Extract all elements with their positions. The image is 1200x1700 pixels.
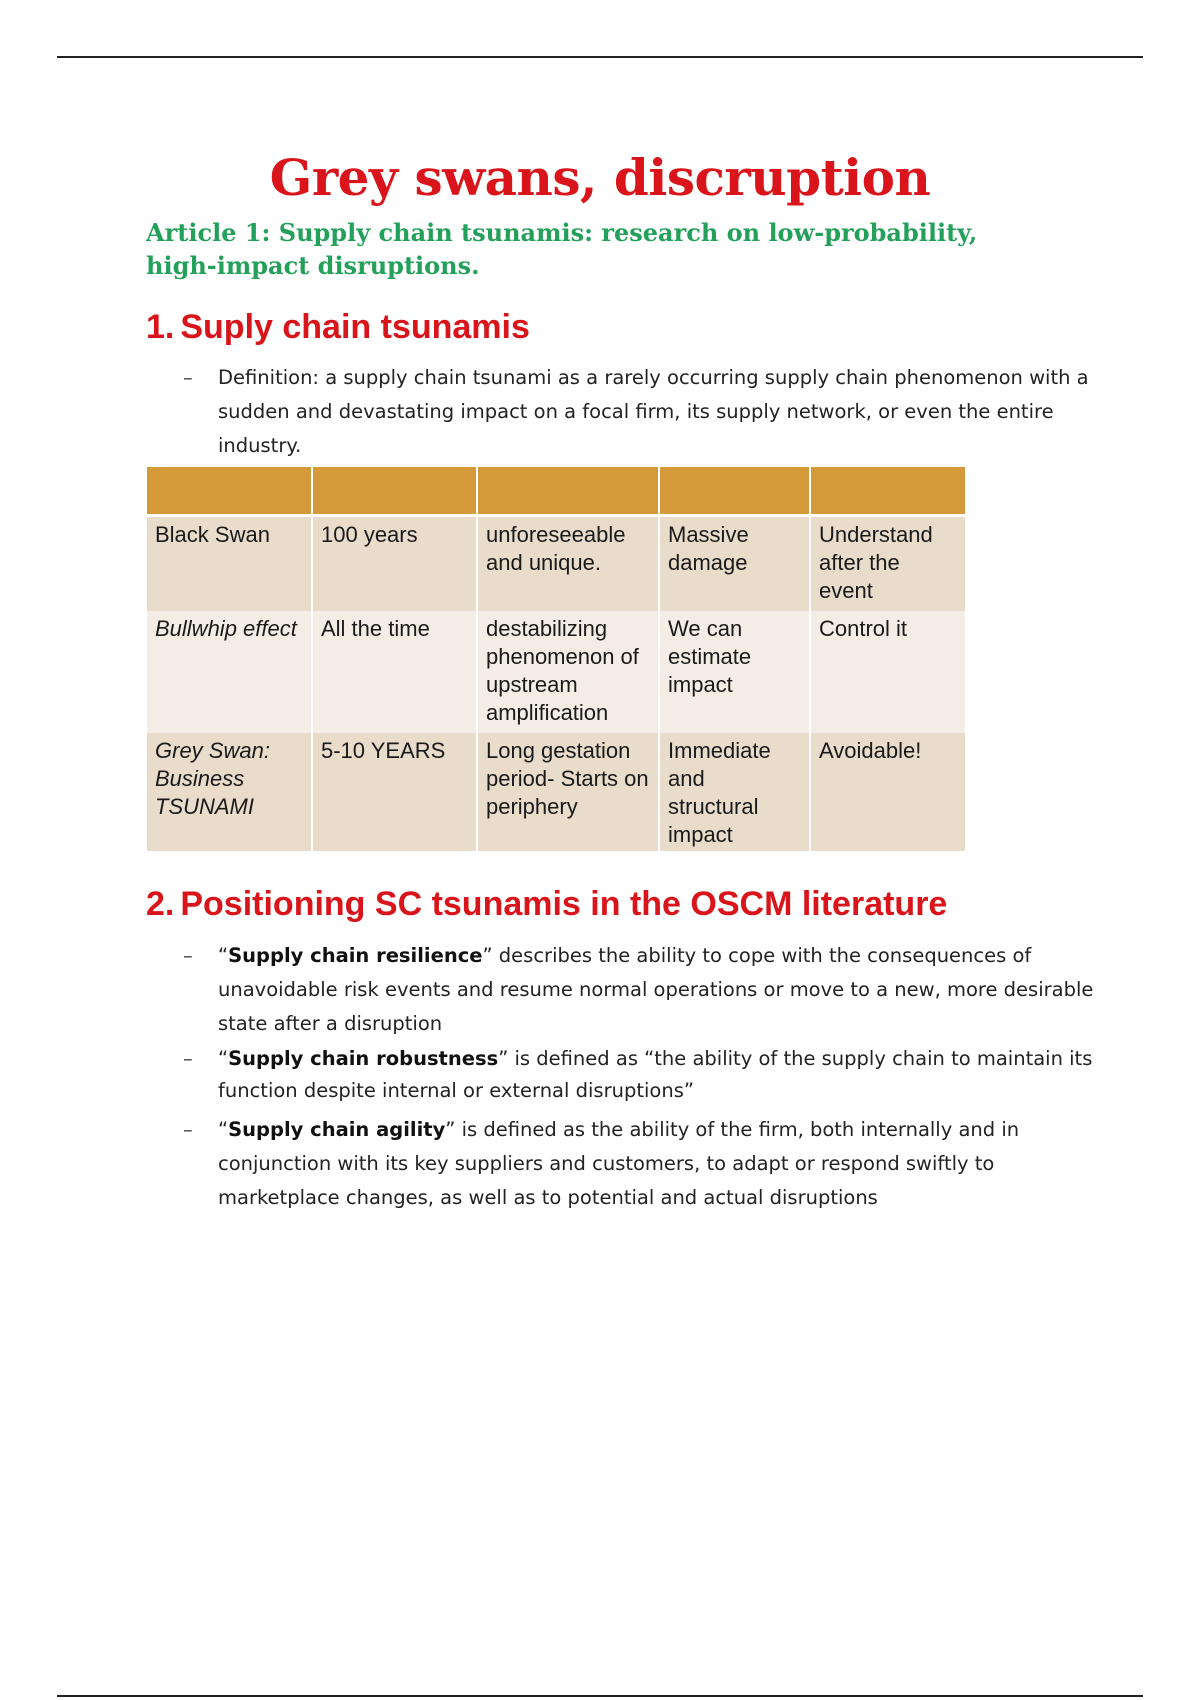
term-agility: Supply chain agility xyxy=(228,1118,446,1141)
bottom-rule xyxy=(57,1695,1143,1697)
table-row-grey-swan xyxy=(146,733,966,851)
table-cell: Control it xyxy=(810,611,966,733)
swan-comparison-table xyxy=(145,467,967,851)
table-cell: Grey Swan: Business TSUNAMI xyxy=(146,733,312,851)
section-2-number: 2. xyxy=(146,885,175,923)
section-2-title: Positioning SC tsunamis in the OSCM literature xyxy=(180,885,948,923)
bullet-dash: – xyxy=(183,366,193,389)
table-cell: We can estimate impact xyxy=(659,611,810,733)
table-header-cell xyxy=(810,467,966,516)
table-row-black-swan xyxy=(146,516,966,612)
table-header-cell xyxy=(659,467,810,516)
table-cell: 100 years xyxy=(312,516,477,612)
definition-bullet xyxy=(183,361,1098,463)
definition-text: Definition: a supply chain tsunami as a rarely occurring supply chain phenomenon with a sudden and devastating impact on a focal firm, its supply network, or even the entire industry. xyxy=(218,366,1089,457)
top-rule xyxy=(57,56,1143,58)
table-cell: Understand after the event xyxy=(810,516,966,612)
quote-open: “ xyxy=(218,1118,229,1141)
table-cell: All the time xyxy=(312,611,477,733)
resilience-bullet xyxy=(183,939,1098,1041)
robustness-text: ” is defined as “the ability of the supply chain to maintain its function despite internal or external disruptions” xyxy=(218,1047,1093,1102)
resilience-text: ” describes the ability to cope with the consequences of unavoidable risk events and resume normal operations or move to a new, more desirable state after a disruption xyxy=(218,944,1094,1035)
term-robustness: Supply chain robustness xyxy=(228,1047,499,1070)
section-2-heading xyxy=(146,885,947,924)
table-cell: destabilizing phenomenon of upstream amplification xyxy=(477,611,659,733)
bullet-dash: – xyxy=(183,944,193,967)
table-header-cell xyxy=(146,467,312,516)
table-cell: 5-10 YEARS xyxy=(312,733,477,851)
quote-open: “ xyxy=(218,1047,229,1070)
table-cell: Immediate and structural impact xyxy=(659,733,810,851)
section-1-title: Suply chain tsunamis xyxy=(180,308,530,346)
article-title: Article 1: Supply chain tsunamis: research on low-probability, high-impact disruptions. xyxy=(146,218,978,280)
quote-open: “ xyxy=(218,944,229,967)
section-1-number: 1. xyxy=(146,308,175,346)
section-1-heading xyxy=(146,308,530,347)
table-cell: Long gestation period- Starts on periphery xyxy=(477,733,659,851)
term-resilience: Supply chain resilience xyxy=(228,944,483,967)
document-title: Grey swans, discruption xyxy=(269,148,931,207)
table-row-bullwhip xyxy=(146,611,966,733)
bullet-dash: – xyxy=(183,1118,193,1141)
table-cell: Black Swan xyxy=(146,516,312,612)
table-cell: Bullwhip effect xyxy=(146,611,312,733)
agility-text: ” is defined as the ability of the firm, both internally and in conjunction with its key suppliers and customers, to adapt or respond swiftly to marketplace changes, as well as to potential and actual disruptions xyxy=(218,1118,1020,1209)
table-header-cell xyxy=(477,467,659,516)
robustness-bullet xyxy=(183,1043,1098,1107)
table-header-cell xyxy=(312,467,477,516)
table-cell: unforeseeable and unique. xyxy=(477,516,659,612)
agility-bullet xyxy=(183,1113,1098,1215)
table-header-row xyxy=(146,467,966,516)
table-cell: Massive damage xyxy=(659,516,810,612)
bullet-dash: – xyxy=(183,1047,193,1070)
table-cell: Avoidable! xyxy=(810,733,966,851)
